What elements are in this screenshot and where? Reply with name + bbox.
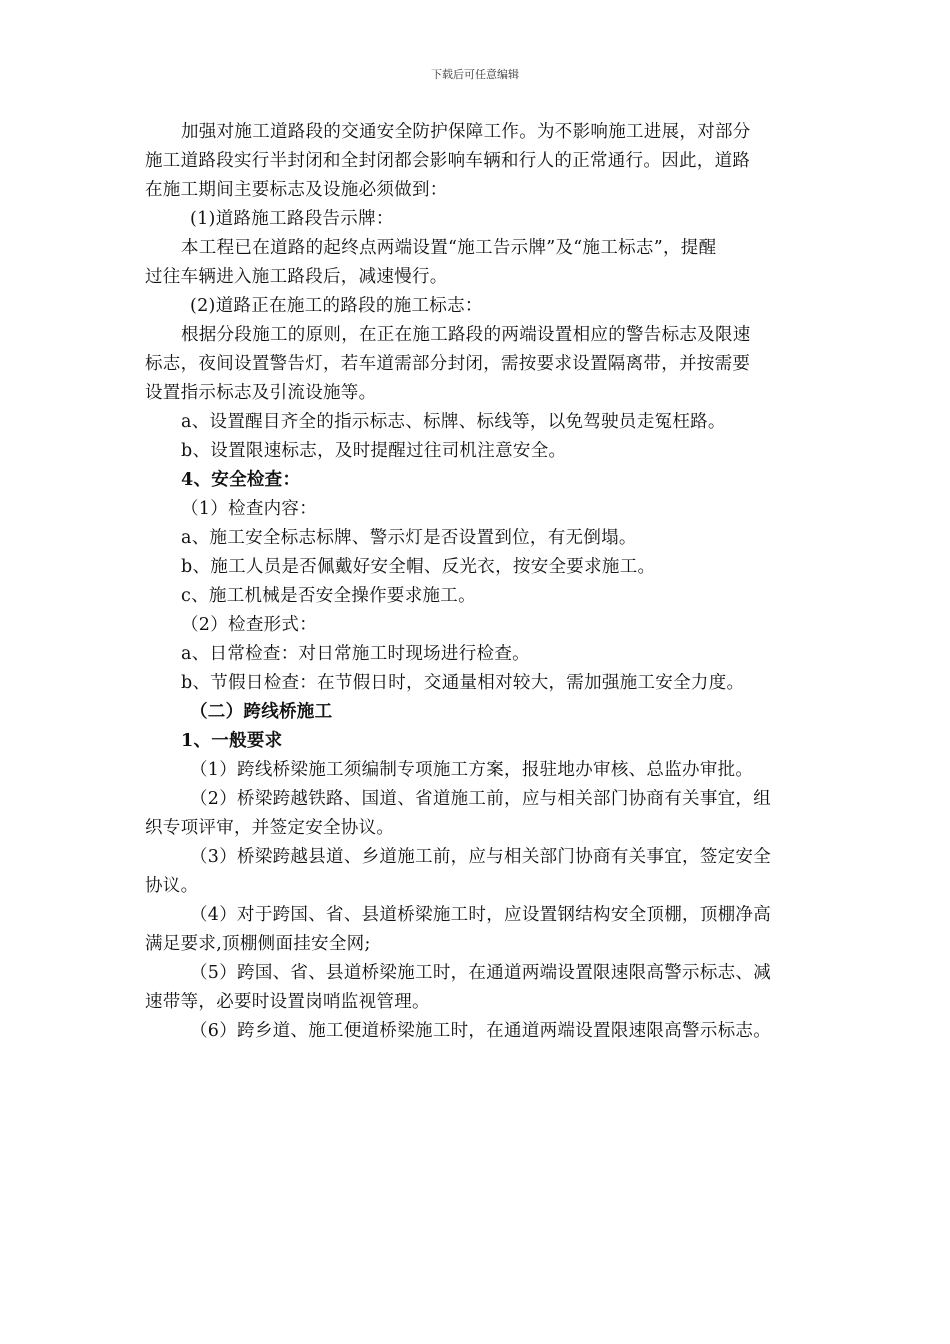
text-line: b、节假日检查：在节假日时，交通量相对较大，需加强施工安全力度。 xyxy=(181,673,745,693)
text-line: 施工道路段实行半封闭和全封闭都会影响车辆和行人的正常通行。因此，道路 xyxy=(145,151,751,171)
text-line: （2）检查形式： xyxy=(181,615,318,635)
document-body xyxy=(145,118,810,1046)
text-line: a、日常检查：对日常施工时现场进行检查。 xyxy=(181,644,530,664)
text-line: 本工程已在道路的起终点两端设置“施工告示牌”及“施工标志”，提醒 xyxy=(181,238,717,258)
text-line: 根据分段施工的原则，在正在施工路段的两端设置相应的警告标志及限速 xyxy=(181,325,751,345)
text-line: (1)道路施工路段告示牌： xyxy=(190,209,394,229)
text-line: （4）对于跨国、省、县道桥梁施工时，应设置钢结构安全顶棚，顶棚净高 xyxy=(190,905,772,925)
text-line: 满足要求,顶棚侧面挂安全网; xyxy=(145,934,371,954)
text-line: a、施工安全标志标牌、警示灯是否设置到位，有无倒塌。 xyxy=(181,528,637,548)
text-line: 1、一般要求 xyxy=(181,731,283,751)
text-line: (2)道路正在施工的路段的施工标志： xyxy=(190,296,483,316)
text-line: 加强对施工道路段的交通安全防护保障工作。为不影响施工进展，对部分 xyxy=(181,122,751,142)
text-line: 速带等，必要时设置岗哨监视管理。 xyxy=(145,992,430,1012)
text-line: 织专项评审，并签定安全协议。 xyxy=(145,818,395,838)
text-line: （5）跨国、省、县道桥梁施工时，在通道两端设置限速限高警示标志、减 xyxy=(190,963,772,983)
text-line: （1）跨线桥梁施工须编制专项施工方案，报驻地办审核、总监办审批。 xyxy=(190,760,754,780)
text-line: （6）跨乡道、施工便道桥梁施工时，在通道两端设置限速限高警示标志。 xyxy=(190,1021,772,1041)
text-line: 过往车辆进入施工路段后，减速慢行。 xyxy=(145,267,448,287)
text-line: 协议。 xyxy=(145,876,199,896)
text-line: （1）检查内容： xyxy=(181,499,318,519)
text-line: a、设置醒目齐全的指示标志、标牌、标线等，以免驾驶员走冤枉路。 xyxy=(181,412,726,432)
text-line: 设置指示标志及引流设施等。 xyxy=(145,383,377,403)
text-line: c、施工机械是否安全操作要求施工。 xyxy=(181,586,476,606)
text-line: 标志，夜间设置警告灯，若车道需部分封闭，需按要求设置隔离带，并按需要 xyxy=(145,354,751,374)
text-line: b、施工人员是否佩戴好安全帽、反光衣，按安全要求施工。 xyxy=(181,557,656,577)
text-line: 4、安全检查： xyxy=(181,470,301,490)
page-header: 下载后可任意编辑 xyxy=(431,68,519,81)
text-line: b、设置限速标志，及时提醒过往司机注意安全。 xyxy=(181,441,567,461)
text-line: （二）跨线桥施工 xyxy=(190,702,333,722)
text-line: （3）桥梁跨越县道、乡道施工前，应与相关部门协商有关事宜，签定安全 xyxy=(190,847,772,867)
text-line: （2）桥梁跨越铁路、国道、省道施工前，应与相关部门协商有关事宜，组 xyxy=(190,789,772,809)
text-line: 在施工期间主要标志及设施必须做到： xyxy=(145,180,448,200)
